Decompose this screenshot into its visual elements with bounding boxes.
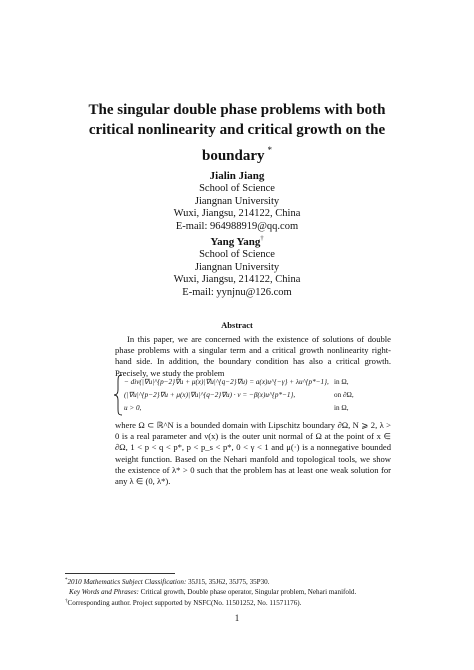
title-line: boundary [201,148,265,164]
equation: − div(|∇u|^{p−2}∇u + μ(x)|∇u|^{q−2}∇u) = a(x)u^{−γ} + λu^{p*−1}, [124,378,329,386]
author-affiliation: School of Science [199,249,275,260]
footnotes [65,576,415,608]
abstract-body: where Ω ⊂ ℝ^N is a bounded domain with Lipschitz boundary ∂Ω, N ⩾ 2, λ > 0 is a real parameter and ν(x) is the outer unit normal of Ω at the point of x ∈ ∂Ω, 1 < p < q < p*, p < p_s < p*, 0 < γ < 1 and μ(·) is a nonnegative bounded weight function. Based on the Nehari manfold and topological tools, we show the existence of λ* > 0 such that the problem has at least one weak solution for any λ ∈ (0, λ*). [115,420,391,487]
footnote-mark: † [65,599,68,604]
footnote [65,597,415,608]
author-affiliation: Jiangnan University [194,195,280,207]
author-name: Jialin Jiang [209,170,265,182]
title-footnote-mark: * [267,145,273,155]
title-line: critical nonlinearity and critical growth on the [88,122,386,138]
left-brace-icon [112,374,124,416]
title-line: The singular double phase problems with both [88,102,386,118]
paper-title [60,100,414,166]
author-affiliation: Wuxi, Jiangsu, 214122, China [173,274,301,285]
equation-row [124,389,402,401]
footnote-divider [65,573,175,574]
equation: (|∇u|^{p−2}∇u + μ(x)|∇u|^{q−2}∇u) · ν = −β(x)u^{p*−1}, [124,391,296,399]
author-affiliation: Wuxi, Jiangsu, 214122, China [173,208,301,219]
footnote-label: 2010 Mathematics Subject Classification: [67,578,187,586]
abstract-intro: In this paper, we are concerned with the existence of solutions of double phase problems with a singular term and a critical growth nonlinearity right-hand side. In addition, the boundary condition has also a critical growth. Precisely, we study the problem [115,334,391,378]
author-mark: † [260,235,264,242]
abstract-heading: Abstract [221,320,253,330]
author-email: E-mail: 964988919@qq.com [175,220,299,232]
footnote-text: Critical growth, Double phase operator, Singular problem, Nehari manifold. [140,588,357,596]
equation-row [124,376,402,388]
footnote-mark: * [65,578,68,583]
equation-condition: on ∂Ω, [334,391,354,399]
author-affiliation: School of Science [199,183,275,194]
author-email: E-mail: yynjnu@126.com [182,286,292,298]
author-block [100,232,374,299]
equation-condition: in Ω, [334,404,349,412]
footnote [65,587,415,597]
author-affiliation: Jiangnan University [194,261,280,273]
equation-system [112,374,402,416]
author-name: Yang Yang [210,236,261,248]
footnote [65,576,415,587]
footnote-text: Corresponding author. Project supported by NSFC(No. 11501252, No. 11571176). [67,599,302,607]
equation-row [124,402,402,414]
footnote-text: 35J15, 35J62, 35J75, 35P30. [188,578,270,586]
equation: u > 0, [124,404,142,412]
footnote-label: Key Words and Phrases: [69,588,139,596]
page-number: 1 [234,613,240,623]
author-block [100,166,374,233]
equation-condition: in Ω, [334,378,349,386]
